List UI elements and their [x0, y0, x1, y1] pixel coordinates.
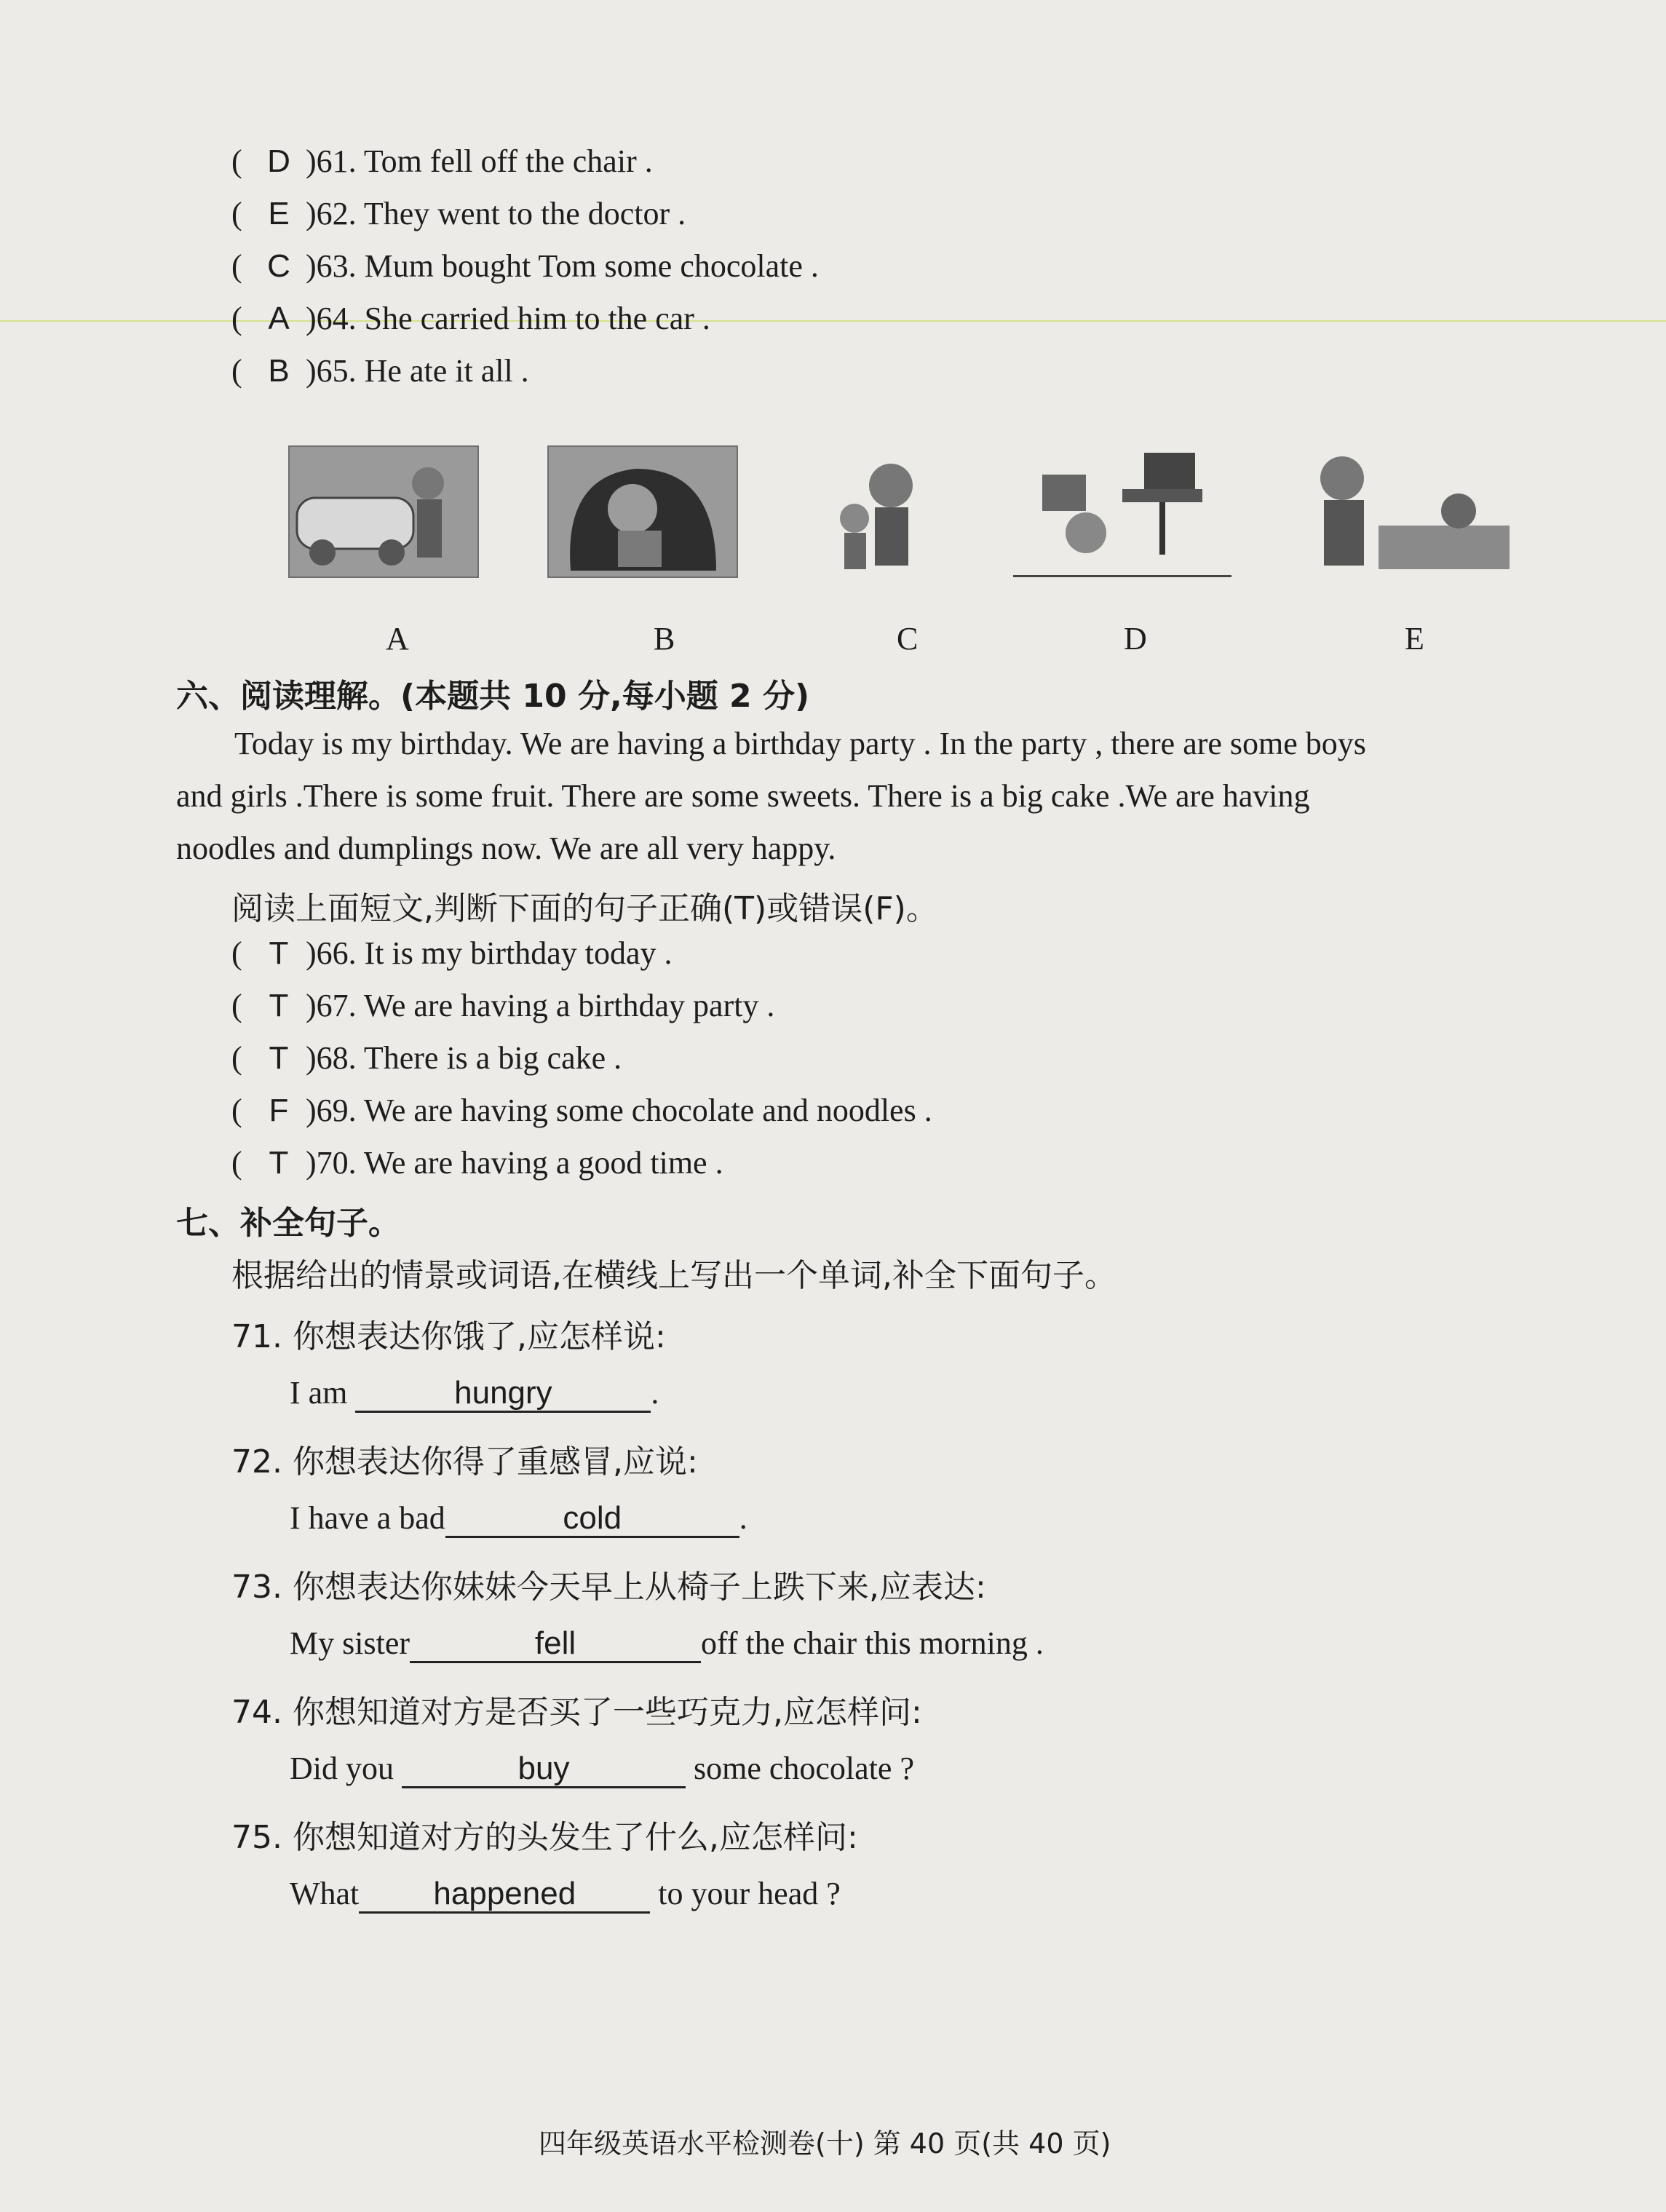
- question-69: )69. We are having some chocolate and noodles .: [306, 1093, 932, 1128]
- picture-label-e: E: [1405, 621, 1424, 657]
- section7-heading: 七、补全句子。: [176, 1205, 400, 1242]
- sentence-71-before: I am: [290, 1375, 356, 1411]
- match-item-63: ( C )63. Mum bought Tom some chocolate .: [231, 248, 819, 284]
- blank-71[interactable]: hungry: [355, 1376, 651, 1413]
- tf-item-66: ( T )66. It is my birthday today .: [231, 935, 673, 971]
- prompt-75: 75. 你想知道对方的头发生了什么,应怎样问:: [231, 1819, 858, 1856]
- answer-65: B: [268, 353, 290, 389]
- prompt-71: 71. 你想表达你饿了,应怎样说:: [231, 1318, 666, 1355]
- sentence-74-before: Did you: [290, 1751, 402, 1786]
- sentence-71: [290, 1374, 659, 1413]
- answer-70: T: [269, 1145, 289, 1181]
- sentence-75: [290, 1875, 841, 1914]
- section7-instruction: 根据给出的情景或词语,在横线上写出一个单词,补全下面句子。: [231, 1257, 1116, 1294]
- picture-label-d: D: [1124, 621, 1147, 657]
- picture-a-carry-to-car: [288, 445, 479, 578]
- section6-instruction: 阅读上面短文,判断下面的句子正确(T)或错误(F)。: [231, 890, 938, 927]
- answer-62: E: [268, 196, 290, 231]
- question-70: )70. We are having a good time .: [306, 1145, 723, 1181]
- passage-line-1: Today is my birthday. We are having a birthday party . In the party , there are some boys: [234, 726, 1366, 761]
- question-62: )62. They went to the doctor .: [306, 196, 686, 231]
- blank-73[interactable]: fell: [410, 1626, 701, 1663]
- passage-line-2: and girls .There is some fruit. There are some sweets. There is a big cake .We are having: [176, 778, 1310, 814]
- picture-e-doctor: [1298, 445, 1517, 575]
- question-66: )66. It is my birthday today .: [306, 935, 673, 971]
- match-item-62: ( E )62. They went to the doctor .: [231, 196, 686, 231]
- picture-label-a: A: [386, 621, 409, 657]
- sentence-75-before: What: [290, 1876, 360, 1911]
- answer-64: A: [268, 301, 290, 336]
- answer-67: T: [269, 988, 289, 1023]
- tf-item-69: ( F )69. We are having some chocolate and noodles .: [231, 1093, 932, 1128]
- passage-line-3: noodles and dumplings now. We are all very happy.: [176, 831, 836, 866]
- picture-label-b: B: [654, 621, 675, 657]
- section6-heading: 六、阅读理解。(本题共 10 分,每小题 2 分): [176, 678, 810, 715]
- prompt-72: 72. 你想表达你得了重感冒,应说:: [231, 1443, 698, 1480]
- sentence-71-after: .: [651, 1375, 659, 1411]
- question-68: )68. There is a big cake .: [306, 1040, 622, 1076]
- sentence-72-before: I have a bad: [290, 1500, 445, 1536]
- sentence-73: [290, 1625, 1044, 1663]
- blank-72[interactable]: cold: [445, 1501, 739, 1538]
- question-64: )64. She carried him to the car .: [306, 301, 710, 336]
- tf-item-68: ( T )68. There is a big cake .: [231, 1040, 622, 1076]
- sentence-74-after: some chocolate ?: [686, 1751, 914, 1786]
- picture-b-eating: [547, 445, 738, 578]
- answer-61: D: [267, 143, 290, 179]
- blank-74[interactable]: buy: [402, 1751, 686, 1788]
- sentence-73-before: My sister: [290, 1625, 410, 1661]
- prompt-73: 73. 你想表达你妹妹今天早上从椅子上跌下来,应表达:: [231, 1569, 986, 1606]
- question-67: )67. We are having a birthday party .: [306, 988, 775, 1023]
- sentence-73-after: off the chair this morning .: [701, 1625, 1044, 1661]
- page-footer: 四年级英语水平检测卷(十) 第 40 页(共 40 页): [539, 2128, 1111, 2160]
- tf-item-67: ( T )67. We are having a birthday party .: [231, 988, 775, 1023]
- picture-c-chocolate: [833, 445, 935, 575]
- answer-69: F: [269, 1093, 289, 1128]
- sentence-74: [290, 1750, 914, 1788]
- blank-75[interactable]: happened: [359, 1876, 650, 1914]
- picture-d-fell-off-chair: [1013, 445, 1231, 577]
- answer-63: C: [267, 248, 290, 284]
- match-item-64: ( A )64. She carried him to the car .: [231, 301, 710, 336]
- sentence-75-after: to your head ?: [650, 1876, 841, 1911]
- answer-66: T: [269, 935, 289, 971]
- question-63: )63. Mum bought Tom some chocolate .: [306, 248, 819, 284]
- question-61: )61. Tom fell off the chair .: [306, 143, 653, 179]
- tf-item-70: ( T )70. We are having a good time .: [231, 1145, 723, 1181]
- sentence-72: [290, 1499, 747, 1538]
- answer-68: T: [269, 1040, 289, 1076]
- picture-label-c: C: [897, 621, 919, 657]
- sentence-72-after: .: [739, 1500, 747, 1536]
- prompt-74: 74. 你想知道对方是否买了一些巧克力,应怎样问:: [231, 1694, 922, 1731]
- match-item-61: ( D )61. Tom fell off the chair .: [231, 143, 653, 179]
- question-65: )65. He ate it all .: [306, 353, 529, 389]
- match-item-65: ( B )65. He ate it all .: [231, 353, 529, 389]
